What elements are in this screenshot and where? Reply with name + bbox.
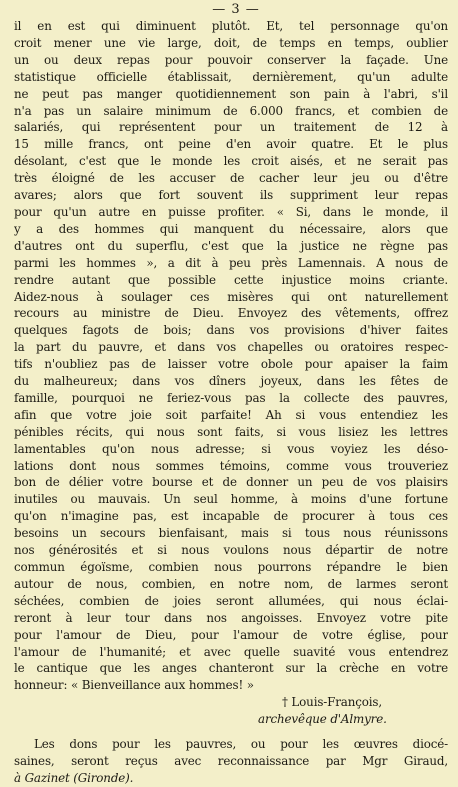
body-text-line: un ou deux repas pour pouvoir conserver la façade. Une: [14, 52, 448, 67]
body-text-line: avares; alors que fort souvent ils suppriment leur repas: [14, 188, 448, 203]
body-text-line: pénibles récits, qui nous sont faits, si vous lisiez les lettres: [14, 424, 448, 439]
body-text-line: reront à leur tour dans nos angoisses. Envoyez votre pite: [14, 610, 448, 625]
body-text-line: famille, pourquoi ne feriez-vous pas la collecte des pauvres,: [14, 390, 448, 405]
body-text-line: rendre autant que possible cette injustice moins criante.: [14, 272, 448, 287]
body-text-line: salariés, qui représentent pour un traitement de 12 à: [14, 120, 448, 135]
body-text-line: parmi les hommes », a dit à peu près Lamennais. A nous de: [14, 255, 448, 270]
signature-title: archevêque d'Almyre.: [258, 712, 387, 727]
body-text-line: la part du pauvre, et dans vos chapelles ou oratoires respec-: [14, 340, 448, 355]
body-text-line: inutiles ou mauvais. Un seul homme, à moins d'une fortune: [14, 492, 448, 507]
body-text-line: statistique officielle établissait, dernièrement, qu'un adulte: [14, 69, 448, 84]
notice-text-line: à Gazinet (Gironde).: [14, 770, 134, 785]
body-text-line: désolant, c'est que le monde les croit aisés, et ne serait pas: [14, 154, 448, 169]
page-number: — 3 —: [212, 2, 260, 17]
letter-body: [14, 18, 448, 694]
body-text-line: y a des hommes qui manquent du nécessaire, alors que: [14, 221, 448, 236]
body-text-line: pour qu'un autre en puisse profiter. « Si, dans le monde, il: [14, 204, 448, 219]
body-text-line: séchées, combien de joies seront allumées, qui nous éclai-: [14, 593, 448, 608]
body-text-line: très éloigné de les accuser de cacher leur jeu ou d'être: [14, 171, 448, 186]
body-text-line: n'a pas un salaire minimum de 6.000 francs, et combien de: [14, 103, 448, 118]
body-text-line: commun égoïsme, combien nous pourrons répandre le bien: [14, 560, 448, 574]
body-text-line: besoins un secours bienfaisant, mais si tous nous réunissons: [14, 526, 448, 541]
body-text-line: quelques fagots de bois; dans vos provisions d'hiver faites: [14, 323, 448, 338]
body-text-line: qu'on n'imagine pas, est incapable de procurer à tous ces: [14, 509, 448, 524]
body-text-line: lations dont nous sommes témoins, comme vous trouveriez: [14, 458, 448, 473]
body-text-line: ne peut pas manger quotidiennement son pain à l'abri, s'il: [14, 86, 448, 101]
body-text-line: autour de nous, combien, en notre nom, de larmes seront: [14, 576, 448, 591]
notice-text-line: saines, seront reçus avec reconnaissance par Mgr Giraud,: [14, 753, 448, 768]
body-text-line: bon de délier votre bourse et de donner un peu de vos plaisirs: [14, 475, 448, 490]
body-text-line: Aidez-nous à soulager ces misères qui ont naturellement: [14, 289, 448, 304]
body-text-line: 15 mille francs, ont peine d'en avoir quatre. Et le plus: [14, 137, 448, 152]
body-text-line: pour l'amour de Dieu, pour l'amour de votre église, pour: [14, 627, 448, 642]
signature-block: [14, 694, 448, 728]
body-text-line: le cantique que les anges chanteront sur la crèche en votre: [14, 661, 448, 676]
body-text-line: honneur: « Bienveillance aux hommes! »: [14, 678, 254, 693]
body-text-line: d'autres ont du superflu, c'est que la justice ne règne pas: [14, 238, 448, 253]
notice-text-line: Les dons pour les pauvres, ou pour les œuvres diocé-: [34, 737, 448, 752]
body-text-line: il en est qui diminuent plutôt. Et, tel personnage qu'on: [14, 19, 448, 33]
body-text-line: tifs n'oubliez pas de laisser votre obole pour apaiser la faim: [14, 357, 448, 372]
signature-name: † Louis-François,: [282, 695, 382, 710]
body-text-line: recours au ministre de Dieu. Envoyez des vêtements, offrez: [14, 306, 448, 321]
body-text-line: nos générosités et si nous voulons nous départir de notre: [14, 543, 448, 558]
body-text-line: l'amour de l'humanité; et avec quelle suavité vous entendrez: [14, 644, 448, 659]
body-text-line: du malheureux; dans vos dîners joyeux, dans les fêtes de: [14, 374, 448, 389]
body-text-line: afin que votre joie soit parfaite! Ah si vous entendiez les: [14, 407, 448, 422]
body-text-line: lamentables qu'on nous adresse; si vous voyiez les déso-: [14, 441, 448, 456]
donation-notice: [14, 736, 448, 787]
body-text-line: croit mener une vie large, doit, de temps en temps, oublier: [14, 35, 448, 50]
